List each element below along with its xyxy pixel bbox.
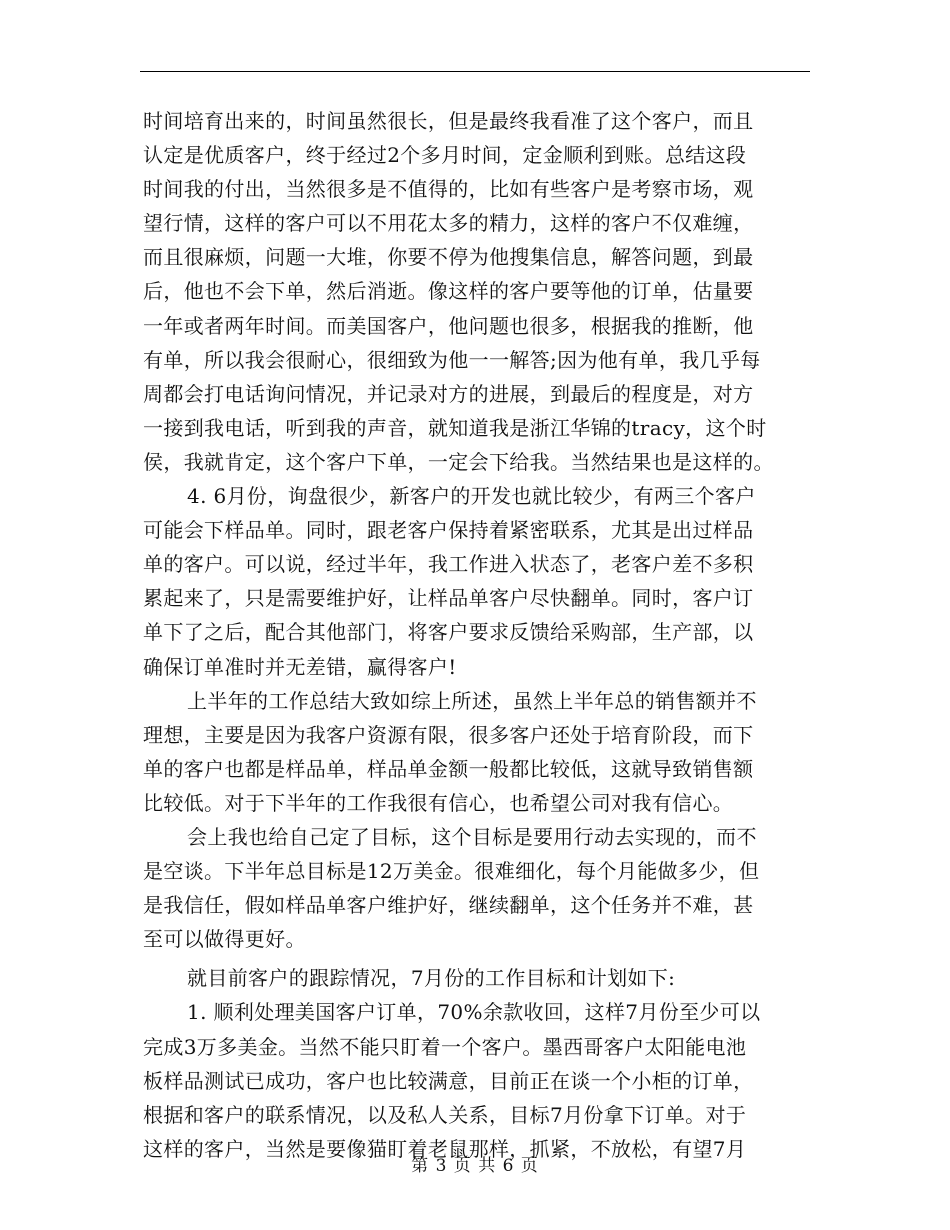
header-rule — [140, 71, 810, 72]
text-line: 一接到我电话，听到我的声音，就知道我是浙江华锦的tracy，这个时 — [143, 415, 767, 440]
text-line: 单的客户。可以说，经过半年，我工作进入状态了，老客户差不多积 — [143, 552, 754, 577]
text-line: 理想，主要是因为我客户资源有限，很多客户还处于培育阶段，而下 — [143, 722, 754, 747]
text-line: 就目前客户的跟踪情况，7月份的工作目标和计划如下: — [187, 966, 676, 991]
text-line: 而且很麻烦，问题一大堆，你要不停为他搜集信息，解答问题，到最 — [143, 245, 754, 270]
text-line: 一年或者两年时间。而美国客户，他问题也很多，根据我的推断，他 — [143, 313, 754, 338]
text-line: 4. 6月份，询盘很少，新客户的开发也就比较少，有两三个客户 — [187, 484, 756, 509]
text-line: 根据和客户的联系情况，以及私人关系，目标7月份拿下订单。对于 — [143, 1102, 747, 1127]
text-line: 有单，所以我会很耐心，很细致为他一一解答;因为他有单，我几乎每 — [143, 347, 761, 372]
text-line: 完成3万多美金。当然不能只盯着一个客户。墨西哥客户太阳能电池 — [143, 1034, 747, 1059]
text-line: 是我信任，假如样品单客户维护好，继续翻单，这个任务并不难，甚 — [143, 893, 754, 918]
text-line: 认定是优质客户，终于经过2个多月时间，定金顺利到账。总结这段 — [143, 143, 747, 168]
text-line: 会上我也给自己定了目标，这个目标是要用行动去实现的，而不 — [187, 824, 757, 849]
text-line: 望行情，这样的客户可以不用花太多的精力，这样的客户不仅难缠， — [143, 211, 754, 236]
document-body — [143, 104, 813, 1166]
text-line: 比较低。对于下半年的工作我很有信心，也希望公司对我有信心。 — [143, 790, 734, 815]
text-line: 上半年的工作总结大致如综上所述，虽然上半年总的销售额并不 — [187, 688, 757, 713]
text-line: 至可以做得更好。 — [143, 927, 306, 952]
text-line: 累起来了，只是需要维护好，让样品单客户尽快翻单。同时，客户订 — [143, 586, 754, 611]
text-line: 这样的客户，当然是要像猫盯着老鼠那样，抓紧，不放松，有望7月 — [143, 1136, 747, 1161]
text-line: 时间我的付出，当然很多是不值得的，比如有些客户是考察市场，观 — [143, 177, 754, 202]
text-line: 单的客户也都是样品单，样品单金额一般都比较低，这就导致销售额 — [143, 756, 754, 781]
text-line: 板样品测试已成功，客户也比较满意，目前正在谈一个小柜的订单， — [143, 1068, 754, 1093]
text-line: 可能会下样品单。同时，跟老客户保持着紧密联系，尤其是出过样品 — [143, 518, 754, 543]
text-line: 1. 顺利处理美国客户订单，70%余款收回，这样7月份至少可以 — [187, 1000, 761, 1025]
text-line: 侯，我就肯定，这个客户下单，一定会下给我。当然结果也是这样的。 — [143, 449, 774, 474]
text-line: 单下了之后，配合其他部门，将客户要求反馈给采购部，生产部，以 — [143, 620, 754, 645]
text-line: 后，他也不会下单，然后消逝。像这样的客户要等他的订单，估量要 — [143, 279, 754, 304]
page-number: 第 3 页 共 6 页 — [411, 1156, 539, 1176]
text-line: 周都会打电话询问情况，并记录对方的进展，到最后的程度是，对方 — [143, 381, 754, 406]
text-line: 时间培育出来的，时间虽然很长，但是最终我看准了这个客户，而且 — [143, 109, 754, 133]
text-line: 是空谈。下半年总目标是12万美金。很难细化，每个月能做多少，但 — [143, 859, 760, 884]
text-line: 确保订单准时并无差错，赢得客户! — [143, 654, 457, 679]
